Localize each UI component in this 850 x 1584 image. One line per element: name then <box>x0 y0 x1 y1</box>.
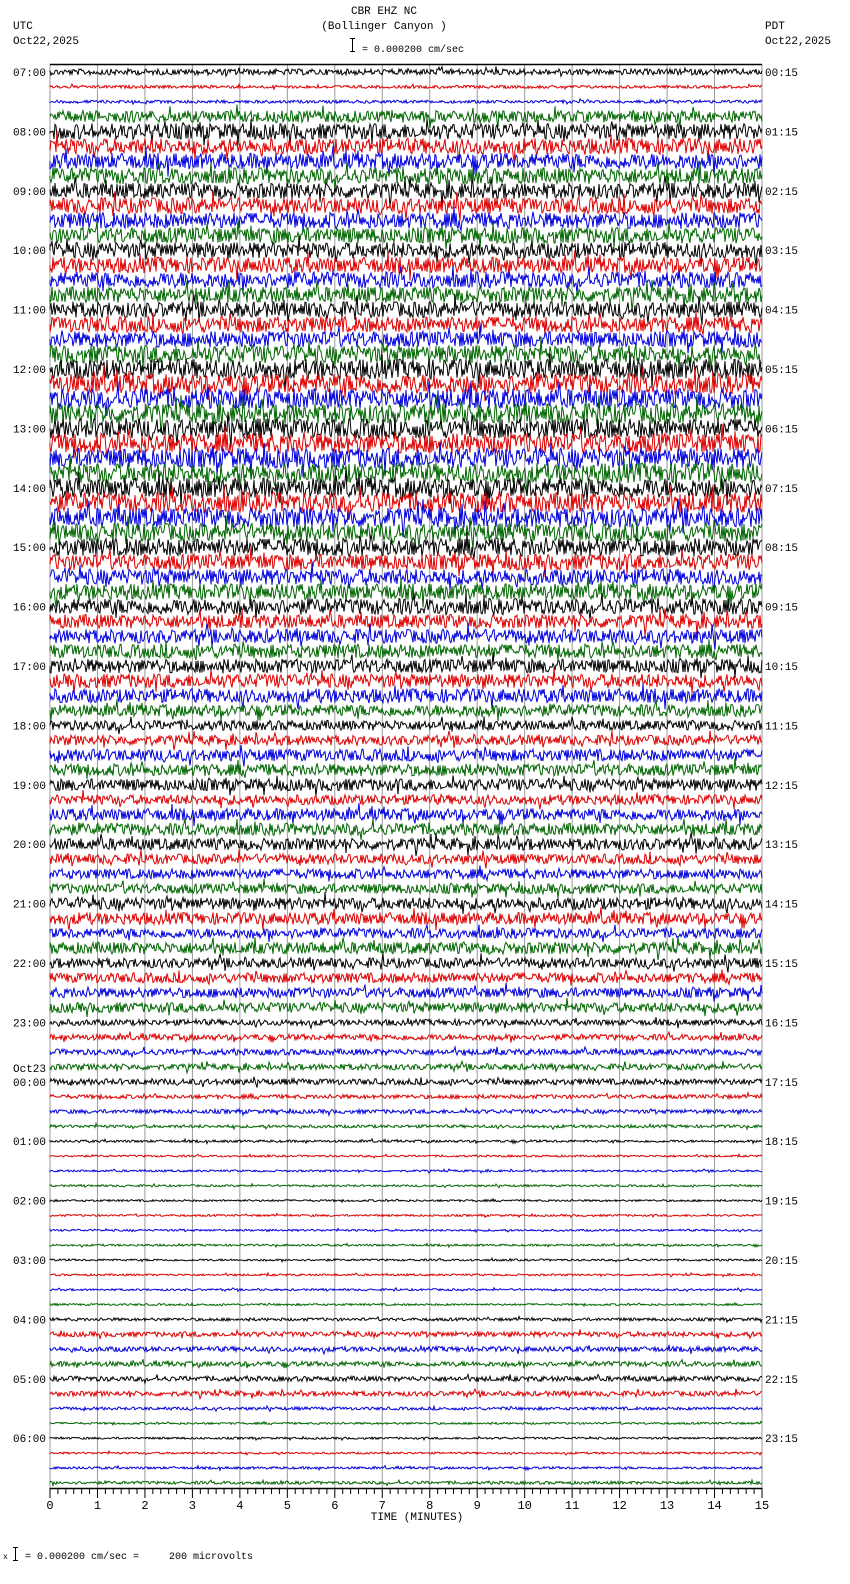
x-tick-label: 7 <box>378 1499 386 1513</box>
x-tick-label: 1 <box>93 1499 102 1513</box>
pdt-time-label: 16:15 <box>765 1018 799 1031</box>
seismic-trace <box>50 1359 762 1368</box>
x-tick-label: 4 <box>236 1499 244 1513</box>
utc-hour-label: 11:00 <box>13 305 47 318</box>
pdt-time-label: 08:15 <box>765 543 799 556</box>
utc-hour-label: 15:00 <box>13 543 47 556</box>
seismic-trace <box>50 1466 762 1471</box>
utc-hour-label: 12:00 <box>13 365 47 377</box>
pdt-time-label: 10:15 <box>765 662 799 674</box>
utc-hour-label: 20:00 <box>13 840 47 853</box>
seismic-trace <box>50 1258 762 1261</box>
pdt-time-label: 05:15 <box>765 365 799 377</box>
seismic-trace <box>50 790 762 809</box>
pdt-time-label: 06:15 <box>765 424 799 437</box>
pdt-time-label: 17:15 <box>765 1077 799 1090</box>
seismic-trace <box>50 1273 762 1277</box>
seismic-trace <box>50 424 762 459</box>
seismic-trace <box>50 1199 762 1202</box>
seismic-trace <box>50 67 762 77</box>
seismic-trace <box>50 84 762 89</box>
pdt-time-label: 03:15 <box>765 246 799 259</box>
seismic-trace <box>50 1154 762 1158</box>
seismic-trace <box>50 699 762 721</box>
seismic-trace <box>50 652 762 678</box>
seismic-trace <box>50 1406 762 1411</box>
scale-bar-icon <box>350 38 355 52</box>
x-tick-label: 12 <box>612 1499 627 1513</box>
pdt-time-label: 14:15 <box>765 899 799 912</box>
seismic-trace <box>50 775 762 796</box>
x-tick-label: 11 <box>564 1499 580 1513</box>
x-axis <box>46 1488 769 1513</box>
seismic-trace <box>50 907 762 930</box>
utc-hour-label: 02:00 <box>13 1196 47 1209</box>
pdt-time-label: 11:15 <box>765 721 799 734</box>
seismic-trace <box>50 1169 762 1173</box>
seismic-trace <box>50 1108 762 1115</box>
x-tick-label: 9 <box>473 1499 481 1513</box>
seismic-trace <box>50 937 762 960</box>
x-tick-label: 0 <box>46 1499 54 1513</box>
pdt-time-label: 15:15 <box>765 959 799 971</box>
seismic-trace <box>50 1124 762 1130</box>
seismic-trace <box>50 731 762 750</box>
seismic-trace <box>50 833 762 856</box>
x-tick-label: 15 <box>754 1499 770 1513</box>
utc-hour-label: 04:00 <box>13 1315 47 1328</box>
seismic-trace <box>50 925 762 942</box>
seismic-trace <box>50 532 762 561</box>
x-tick-label: 10 <box>517 1499 532 1513</box>
seismic-trace <box>50 1243 762 1247</box>
utc-hour-label: 01:00 <box>13 1137 47 1150</box>
seismic-trace <box>50 892 762 914</box>
utc-hour-label: 09:00 <box>13 186 47 199</box>
seismic-trace <box>50 803 762 826</box>
seismic-trace <box>50 1139 762 1144</box>
pdt-time-label: 01:15 <box>765 127 799 140</box>
pdt-time-label: 23:15 <box>765 1434 799 1447</box>
seismic-trace <box>50 983 762 1002</box>
pdt-time-label: 12:15 <box>765 780 799 793</box>
seismic-trace <box>50 1374 762 1383</box>
utc-hour-label: 13:00 <box>13 424 47 437</box>
seismic-trace <box>50 716 762 734</box>
pdt-time-label: 04:15 <box>765 305 799 318</box>
seismic-trace <box>50 1329 762 1339</box>
pdt-time-label: 22:15 <box>765 1374 799 1387</box>
right-date: Oct22,2025 <box>765 36 832 48</box>
chart-title: CBR EHZ NC <box>350 6 418 18</box>
utc-hour-label: 18:00 <box>13 721 47 734</box>
utc-hour-label: 03:00 <box>13 1256 47 1268</box>
seismic-trace <box>50 998 762 1017</box>
seismic-trace <box>50 639 762 661</box>
seismic-trace <box>50 1389 762 1399</box>
seismic-trace <box>50 879 762 898</box>
seismic-trace <box>50 745 762 767</box>
seismic-trace <box>50 1317 762 1323</box>
traces <box>50 67 762 1486</box>
seismic-trace <box>50 850 762 869</box>
pdt-time-label: 02:15 <box>765 186 799 199</box>
left-date: Oct22,2025 <box>13 36 80 48</box>
utc-hour-label: 07:00 <box>13 68 47 80</box>
pdt-time-label: 13:15 <box>765 840 799 853</box>
utc-hour-label: 16:00 <box>13 602 47 615</box>
x-tick-label: 6 <box>331 1499 339 1513</box>
utc-hour-label: 22:00 <box>13 959 47 971</box>
seismic-trace <box>50 969 762 985</box>
x-tick-label: 3 <box>188 1499 197 1513</box>
seismic-trace <box>50 609 762 636</box>
utc-hour-label: 21:00 <box>13 899 47 912</box>
seismic-trace <box>50 819 762 840</box>
seismic-trace <box>50 1480 762 1485</box>
chart-subtitle: (Bollinger Canyon ) <box>321 21 447 33</box>
utc-hour-label: 08:00 <box>13 127 47 140</box>
seismic-trace <box>50 1451 762 1455</box>
utc-hour-label: 23:00 <box>13 1018 47 1031</box>
seismic-trace <box>50 99 762 104</box>
seismic-trace <box>50 1214 762 1218</box>
utc-hour-label: 10:00 <box>13 246 47 259</box>
seismic-trace <box>50 953 762 972</box>
x-tick-label: 8 <box>426 1499 434 1513</box>
seismic-trace <box>50 1017 762 1028</box>
x-tick-label: 14 <box>707 1499 722 1513</box>
seismic-trace <box>50 1421 762 1425</box>
seismic-trace <box>50 1345 762 1354</box>
seismic-trace <box>50 1184 762 1188</box>
footer-scale-text: = 0.000200 cm/sec = 200 microvolts <box>25 1552 254 1563</box>
utc-hour-label: 06:00 <box>13 1434 47 1447</box>
pdt-time-label: 18:15 <box>765 1137 799 1150</box>
footer-scale-bar-icon <box>13 1547 18 1561</box>
pdt-time-label: 20:15 <box>765 1256 799 1268</box>
utc-hour-label: 19:00 <box>13 780 47 793</box>
seismic-trace <box>50 865 762 881</box>
pdt-time-label: 00:15 <box>765 68 799 80</box>
seismic-trace <box>50 1228 762 1232</box>
seismic-trace <box>50 1077 762 1088</box>
seismic-trace <box>50 105 762 129</box>
seismic-trace <box>50 1047 762 1058</box>
right-timezone: PDT <box>765 21 785 33</box>
x-tick-label: 2 <box>141 1499 149 1513</box>
seismic-trace <box>50 1061 762 1073</box>
date-change-label: Oct23 <box>13 1063 47 1076</box>
seismic-trace <box>50 758 762 779</box>
pdt-time-label: 19:15 <box>765 1196 799 1209</box>
seismic-trace <box>50 577 762 608</box>
utc-hour-label: 05:00 <box>13 1374 47 1387</box>
x-axis-label: TIME (MINUTES) <box>370 1512 464 1524</box>
seismic-trace <box>50 1437 762 1441</box>
seismic-trace <box>50 1032 762 1043</box>
pdt-time-label: 21:15 <box>765 1315 799 1328</box>
utc-hour-label: 14:00 <box>13 483 47 496</box>
x-tick-label: 13 <box>659 1499 675 1513</box>
seismic-trace <box>50 1093 762 1100</box>
seismic-trace <box>50 1288 762 1292</box>
scale-label: = 0.000200 cm/sec <box>362 45 465 56</box>
pdt-time-label: 07:15 <box>765 483 799 496</box>
seismic-trace <box>50 1303 762 1306</box>
utc-hour-label: 00:00 <box>13 1077 47 1090</box>
left-timezone: UTC <box>13 21 33 33</box>
utc-hour-label: 17:00 <box>13 662 47 674</box>
seismic-trace <box>50 207 762 233</box>
x-tick-label: 5 <box>283 1499 291 1513</box>
footer-prefix: x <box>3 1553 8 1562</box>
pdt-time-label: 09:15 <box>765 602 799 615</box>
